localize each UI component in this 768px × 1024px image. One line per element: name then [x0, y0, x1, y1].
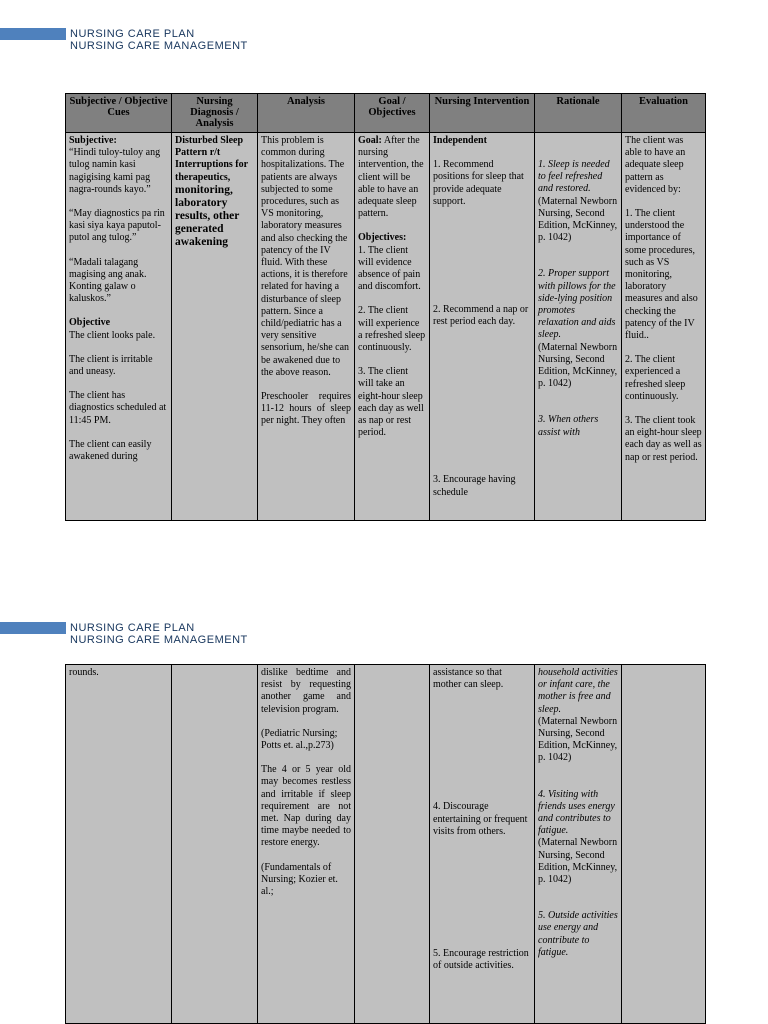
- rationale-source: (Maternal Newborn Nursing, Second Edition, McKinney, p. 1042): [538, 195, 618, 244]
- col-header-evaluation: Evaluation: [622, 94, 706, 133]
- rationale-item: 1. Sleep is needed to feel refreshed and restored.: [538, 159, 610, 195]
- subjective-quote-2: “May diagnostics pa rin kasi siya kaya paputol-putol ang tulog.”: [69, 208, 165, 244]
- objective-cue-1: The client looks pale.: [69, 329, 156, 341]
- diagnosis-cell: [172, 665, 258, 1024]
- intervention-cell: [430, 133, 535, 521]
- page-2: [0, 594, 768, 1024]
- subjective-label: Subjective:: [69, 135, 117, 146]
- rationale-item: 3. When others assist with: [538, 414, 599, 438]
- analysis-paragraph: This problem is common during hospitalizations. The patients are always subjected to some procedures, such as VS monitoring, laboratory measures and also checking the patency of the IV fluid. With these actions, it is therefore related for having a disturbance of sleep pattern. Since a child/pediatric has a very sensitive sensorium, he/she can be awakened due to the above reason.: [261, 135, 350, 378]
- rationale-item: 5. Outside activities use energy and contribute to fatigue.: [538, 910, 618, 958]
- header-title: NURSING CARE PLAN: [70, 622, 195, 634]
- evaluation-intro: The client was able to have an adequate sleep pattern as evidenced by:: [625, 135, 686, 195]
- header-title: NURSING CARE PLAN: [70, 28, 195, 40]
- goal-text: After the nursing intervention, the client will be able to have an adequate sleep pattern.: [358, 135, 424, 220]
- intervention-item: assistance so that mother can sleep.: [433, 667, 504, 691]
- cues-cell: [66, 133, 172, 521]
- cues-continued: rounds.: [69, 667, 99, 678]
- objective-cue-4: The client can easily awakened during: [69, 438, 152, 463]
- intervention-label: Independent: [433, 135, 487, 146]
- col-header-diagnosis: Nursing Diagnosis / Analysis: [172, 94, 258, 133]
- subjective-quote-1: “Hindi tuloy-tuloy ang tulog namin kasi nagigising kami pag nagra-rounds kayo.”: [69, 147, 161, 195]
- header-subtitle: NURSING CARE MANAGEMENT: [70, 40, 248, 52]
- header-accent-bar: [0, 622, 66, 634]
- subjective-quote-3: “Madali talagang magising ang anak. Konting galaw o kaluskos.”: [69, 256, 147, 305]
- rationale-item: household activities or infant care, the mother is free and sleep.: [538, 667, 618, 715]
- analysis-paragraph: dislike bedtime and resist by requesting another game and television program.: [261, 667, 351, 715]
- analysis-cell: [258, 133, 355, 521]
- evaluation-cell: [622, 665, 706, 1024]
- care-plan-table-continued: [65, 664, 706, 1024]
- diagnosis-text-cont: monitoring, laboratory results, other generated awakening: [175, 183, 240, 248]
- goal-cell: [355, 665, 430, 1024]
- rationale-source: (Maternal Newborn Nursing, Second Edition, McKinney, p. 1042): [538, 341, 618, 390]
- col-header-goal: Goal / Objectives: [355, 94, 430, 133]
- evaluation-cell: [622, 133, 706, 521]
- analysis-citation: (Fundamentals of Nursing; Kozier et. al.;: [261, 861, 338, 898]
- evaluation-item: 2. The client experienced a refreshed sleep continuously.: [625, 354, 686, 402]
- col-header-cues: Subjective / Objective Cues: [66, 94, 172, 133]
- rationale-item: 2. Proper support with pillows for the side-lying position promotes relaxation and aids sleep.: [538, 268, 616, 341]
- goal-cell: [355, 133, 430, 521]
- table-header-row: [66, 94, 706, 133]
- rationale-item: 4. Visiting with friends uses energy and contributes to fatigue.: [538, 788, 615, 837]
- evaluation-item: 1. The client understood the importance of some procedures, such as VS monitoring, laboratory measures and also checking the patency of the IV fluid..: [625, 208, 698, 342]
- objective-label: Objective: [69, 317, 111, 329]
- table-row: [66, 133, 706, 521]
- objective-cue-3: The client has diagnostics scheduled at 11:45 PM.: [69, 390, 167, 426]
- intervention-item: 5. Encourage restriction of outside activities.: [433, 948, 529, 972]
- rationale-source: (Maternal Newborn Nursing, Second Edition, McKinney, p. 1042): [538, 837, 618, 886]
- goal-label: Goal:: [358, 135, 382, 146]
- page-header: [70, 622, 248, 646]
- objective-item: 2. The client will experience a refreshed sleep continuously.: [358, 305, 426, 354]
- intervention-item: 2. Recommend a nap or rest period each day.: [433, 304, 529, 328]
- analysis-cell: [258, 665, 355, 1024]
- analysis-citation: (Pediatric Nursing; Potts et. al.,p.273): [261, 727, 338, 752]
- intervention-item: 3. Encourage having schedule: [433, 474, 516, 498]
- objective-item: 3. The client will take an eight-hour sleep each day as well as nap or rest period.: [358, 366, 424, 439]
- objectives-label: Objectives:: [358, 232, 407, 244]
- header-accent-bar: [0, 28, 66, 40]
- rationale-cell: [535, 665, 622, 1024]
- analysis-paragraph: Preschooler requires 11-12 hours of sleep per night. They often: [261, 391, 351, 427]
- intervention-item: 4. Discourage entertaining or frequent visits from others.: [433, 801, 528, 837]
- objective-item: 1. The client will evidence absence of pain and discomfort.: [358, 244, 421, 293]
- objective-cue-2: The client is irritable and uneasy.: [69, 353, 153, 378]
- col-header-intervention: Nursing Intervention: [430, 94, 535, 133]
- care-plan-table: [65, 93, 706, 521]
- page-header: [70, 28, 248, 52]
- cues-cell: [66, 665, 172, 1024]
- table-row: [66, 665, 706, 1024]
- intervention-cell: [430, 665, 535, 1024]
- diagnosis-cell: [172, 133, 258, 521]
- rationale-source: (Maternal Newborn Nursing, Second Edition, McKinney, p. 1042): [538, 715, 618, 764]
- header-subtitle: NURSING CARE MANAGEMENT: [70, 634, 248, 646]
- evaluation-item: 3. The client took an eight-hour sleep each day as well as nap or rest period.: [625, 415, 702, 463]
- intervention-item: 1. Recommend positions for sleep that provide adequate support.: [433, 159, 524, 207]
- diagnosis-text: Disturbed Sleep Pattern r/t Interruptions for therapeutics,: [175, 135, 248, 183]
- col-header-analysis: Analysis: [258, 94, 355, 133]
- rationale-cell: [535, 133, 622, 521]
- col-header-rationale: Rationale: [535, 94, 622, 133]
- analysis-paragraph: The 4 or 5 year old may becomes restless and irritable if sleep requirement are not met. Nap during day time maybe needed to restore energy.: [261, 764, 351, 849]
